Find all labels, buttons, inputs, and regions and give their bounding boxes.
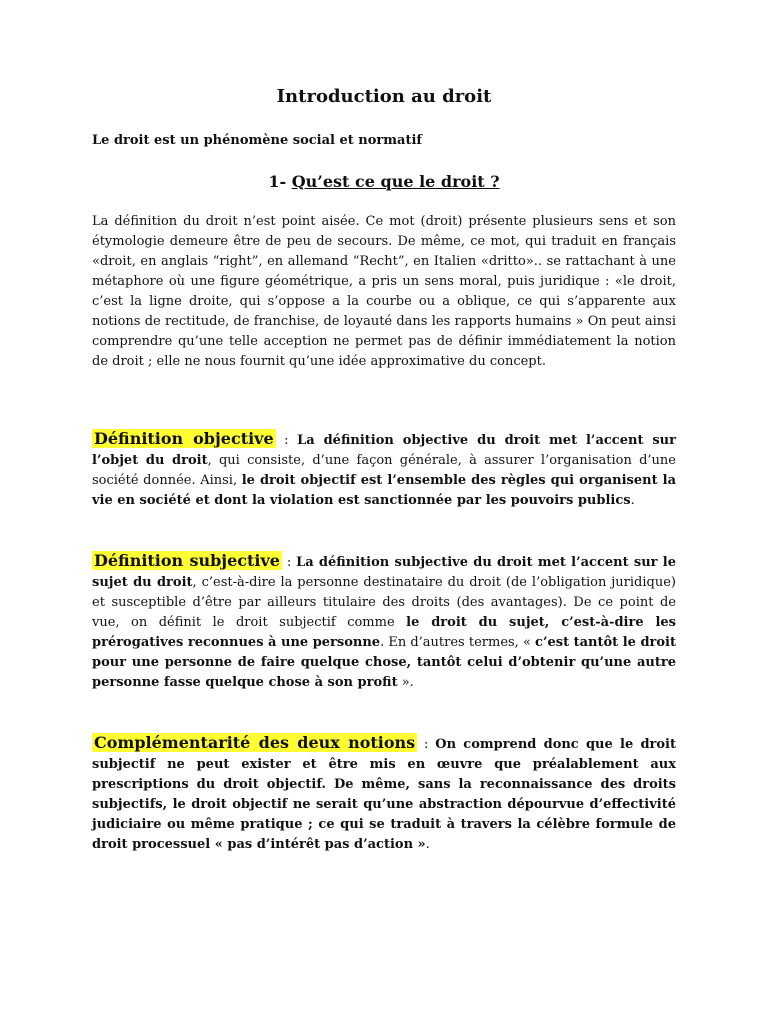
objective-bold-2: le droit objectif est l’ensemble des règles qui organisent la vie en société et dont la violation est sanctionnée par les pouvoirs publics [92,473,676,508]
complementarity-separator: : [417,737,436,752]
objective-text-2: . [630,493,635,508]
document-title: Introduction au droit [276,86,492,107]
objective-separator: : [275,433,298,448]
complementarity-text-1: . [425,837,430,852]
subjective-bold-2: le droit du sujet, c’est-à-dire les prérogatives reconnues à une personne [92,615,676,650]
intro-paragraph: La définition du droit n’est point aisée. Ce mot (droit) présente plusieurs sens et son étymologie demeure être de peu de secours. De même, ce mot, qui traduit en français «droit, en anglais “right”, en allemand “Recht”, en Italien «dritto».. se rattachant à une métaphore où une figure géométrique, a pris un sens moral, puis juridique : «le droit, c’est la ligne droite, qui s’oppose a la courbe ou a oblique, ce qui s’apparente aux notions de rectitude, de franchise, de loyauté dans les rapports humains » On peut ainsi comprendre qu’une telle acception ne permet pas de définir immédiatement la notion de droit ; elle ne nous fournit qu’une idée approximative du concept. [92,214,676,369]
complementarity-label: Complémentarité des deux notions [94,733,416,752]
section-heading-text: Qu’est ce que le droit ? [291,172,500,191]
objective-definition-label: Définition objective [94,429,274,448]
objective-text-1: , qui consiste, d’une façon générale, à assurer l’organisation d’une société donnée. Ainsi, [92,453,676,488]
subjective-bold-3: c’est tantôt le droit pour une personne de faire quelque chose, tantôt celui d’obtenir qu’une autre personne fasse quelque chose à son profit [92,635,676,690]
objective-bold-1: La définition objective du droit met l’accent sur l’objet du droit [92,433,676,468]
subjective-text-1: , c’est-à-dire la personne destinataire du droit (de l’obligation juridique) et susceptible d’être par ailleurs titulaire des droits (des avantages). De ce point de vue, on définit le droit subjectif comme [92,575,676,630]
subjective-definition-label: Définition subjective [94,551,280,570]
objective-paragraph [92,429,676,511]
section-heading [92,172,676,191]
document-subtitle: Le droit est un phénomène social et normatif [92,133,422,148]
subjective-text-3: ». [397,675,414,690]
subjective-separator: : [281,555,297,570]
subjective-paragraph [92,551,676,693]
complementarity-bold-1: On comprend donc que le droit subjectif ne peut exister et être mis en œuvre que préalablement aux prescriptions du droit objectif. De même, sans la reconnaissance des droits subjectifs, le droit objectif ne serait qu’une abstraction dépourvue d’effectivité judiciaire ou même pratique ; ce qui se traduit à travers la célèbre formule de droit processuel « pas d’intérêt pas d’action » [92,737,676,852]
subjective-bold-1: La définition subjective du droit met l’accent sur le sujet du droit [92,555,676,590]
complementarity-paragraph [92,733,676,855]
section-number: 1- [268,172,292,191]
subjective-text-2: . En d’autres termes, « [380,635,536,650]
